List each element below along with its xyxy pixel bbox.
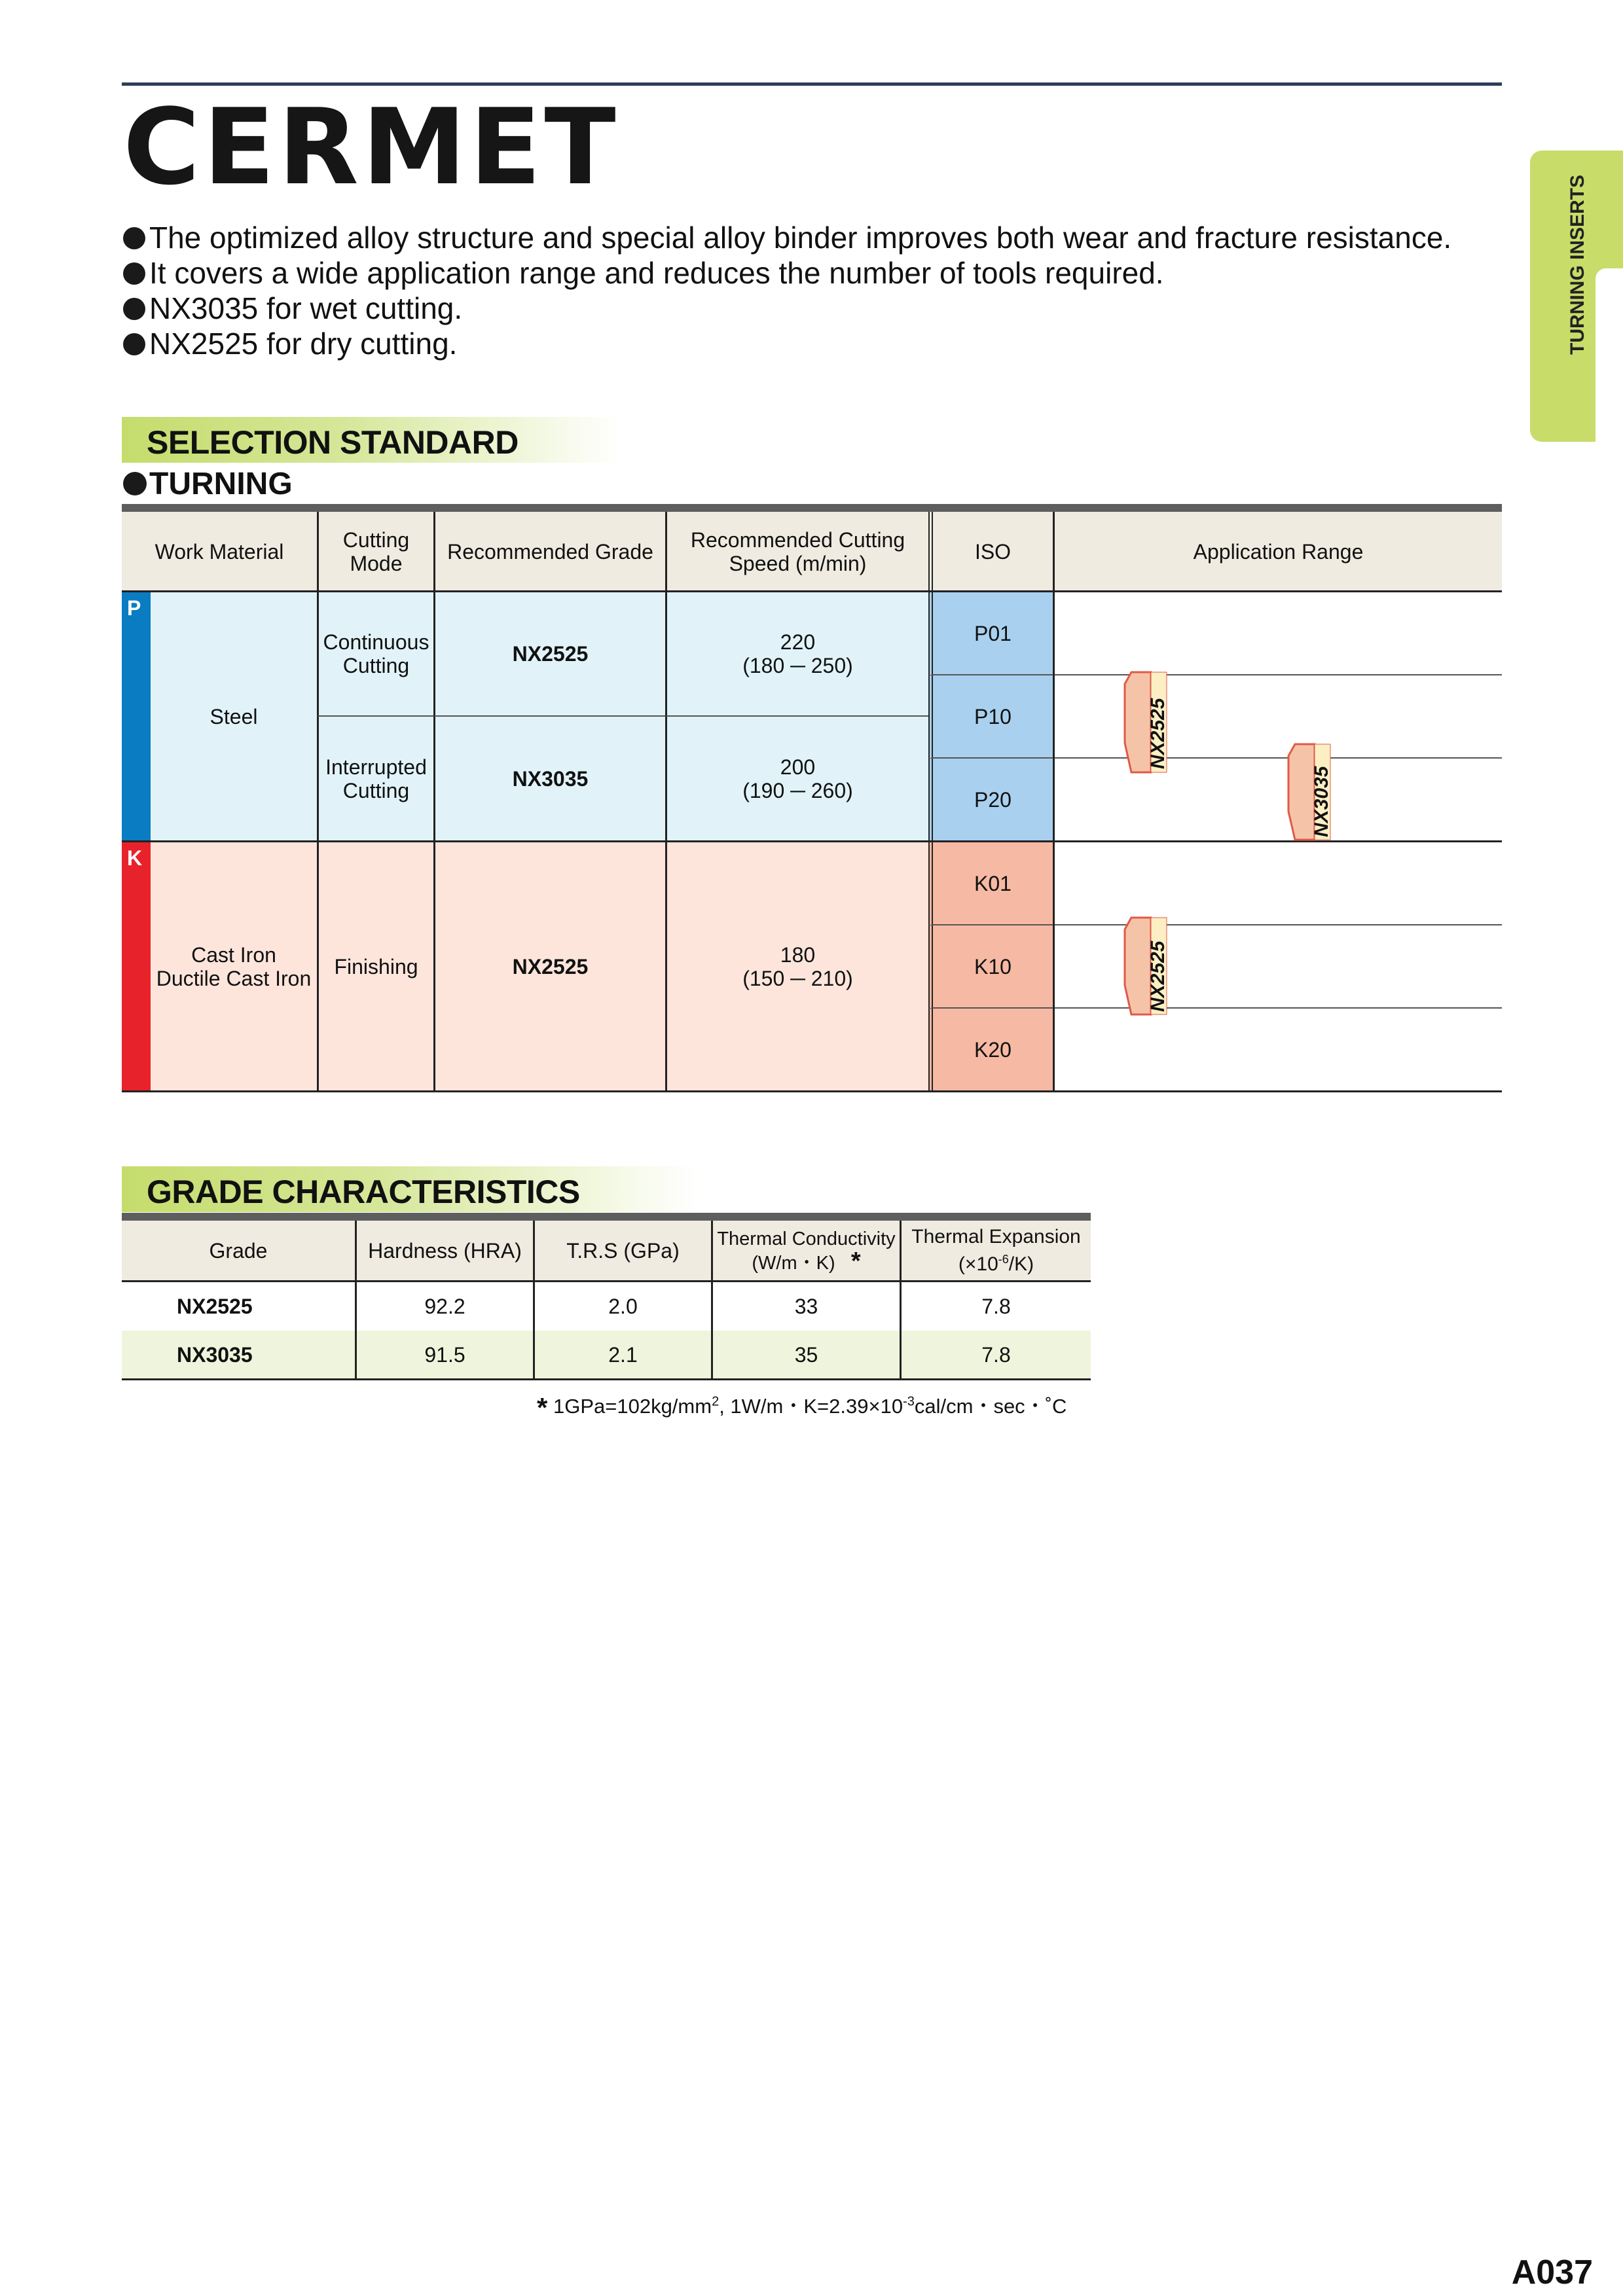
header-recommended-grade: Recommended Grade <box>433 512 665 592</box>
feature-item: NX3035 for wet cutting. <box>123 291 1451 326</box>
grade-nx2525: NX2525 <box>433 842 665 1091</box>
unit-footnote: * $1GPa=102kg/mm^2$, 1W/m・$K=2.39\times 10^{-3}cal/cm$・sec・˚C <box>537 1392 1067 1423</box>
cutting-mode-interrupted: Interrupted Cutting <box>317 717 433 841</box>
page-number: A037 <box>1511 2253 1593 2291</box>
header-work-material: Work Material <box>122 512 317 592</box>
work-material-cast-iron: Cast Iron Ductile Cast Iron <box>151 842 317 1091</box>
side-tab-label: TURNING INSERTS <box>1567 174 1588 355</box>
table-bottom-rule <box>122 1378 1091 1380</box>
group-p-marker: P <box>122 592 151 841</box>
header-thermal-expansion: Thermal Expansion $(\times 10^{-6}/K)$ <box>900 1221 1091 1281</box>
bullet-icon <box>123 298 145 320</box>
section-tab-turning-inserts[interactable] <box>1530 151 1623 442</box>
cell-thermal-expansion: 7.8 <box>900 1282 1091 1331</box>
iso-p10: P10 <box>928 675 1053 759</box>
feature-item: NX2525 for dry cutting. <box>123 326 1451 361</box>
bullet-icon <box>123 472 147 495</box>
range-marker-nx3035-p <box>1288 744 1332 840</box>
feature-list <box>123 220 1451 361</box>
selection-standard-heading: SELECTION STANDARD <box>122 417 619 463</box>
table-top-bar <box>122 504 1502 512</box>
bullet-icon <box>123 333 145 355</box>
cell-thermal-conductivity: 33 <box>711 1282 900 1331</box>
speed-continuous: 220 (180 ─ 250) <box>665 592 928 717</box>
bullet-icon <box>123 262 145 285</box>
cutting-mode-continuous: Continuous Cutting <box>317 592 433 717</box>
grade-nx2525: NX2525 <box>433 592 665 717</box>
tab-notch <box>1596 268 1623 442</box>
turning-subheading: TURNING <box>123 466 293 502</box>
table-row-grade: NX2525 <box>177 1295 253 1318</box>
header-cutting-speed: Recommended Cutting Speed (m/min) <box>665 512 928 592</box>
iso-p01: P01 <box>928 592 1053 675</box>
svg-text:NX2525: NX2525 <box>1147 698 1169 769</box>
application-range-markers <box>1053 592 1502 1091</box>
speed-finishing: 180 (150 ─ 210) <box>665 842 928 1091</box>
svg-text:NX3035: NX3035 <box>1311 766 1332 837</box>
range-marker-nx2525-k <box>1125 918 1169 1014</box>
grade-nx3035: NX3035 <box>433 717 665 841</box>
table-top-bar <box>122 1213 1091 1221</box>
cell-trs: 2.0 <box>533 1282 711 1331</box>
range-marker-nx2525-p <box>1125 672 1169 772</box>
work-material-steel: Steel <box>151 592 317 841</box>
header-cutting-mode: Cutting Mode <box>317 512 433 592</box>
header-application-range: Application Range <box>1053 512 1502 592</box>
speed-interrupted: 200 (190 ─ 260) <box>665 717 928 841</box>
group-k-marker: K <box>122 842 151 1091</box>
iso-k20: K20 <box>928 1009 1053 1091</box>
header-grade: Grade <box>122 1221 355 1281</box>
feature-item: It covers a wide application range and reduces the number of tools required. <box>123 255 1451 291</box>
iso-p20: P20 <box>928 759 1053 841</box>
bullet-icon <box>123 227 145 249</box>
iso-k01: K01 <box>928 842 1053 925</box>
feature-item: The optimized alloy structure and special alloy binder improves both wear and fracture resistance. <box>123 220 1451 255</box>
header-iso: ISO <box>928 512 1053 592</box>
cutting-mode-finishing: Finishing <box>317 842 433 1091</box>
header-trs: T.R.S (GPa) <box>533 1221 711 1281</box>
svg-text:NX2525: NX2525 <box>1147 941 1169 1012</box>
cell-hardness: 91.5 <box>355 1331 533 1379</box>
cell-thermal-conductivity: 35 <box>711 1331 900 1379</box>
header-thermal-conductivity: Thermal Conductivity (W/m・K) * <box>711 1221 900 1281</box>
header-hardness: Hardness (HRA) <box>355 1221 533 1281</box>
cell-trs: 2.1 <box>533 1331 711 1379</box>
grade-characteristics-heading: GRADE CHARACTERISTICS <box>122 1166 698 1212</box>
table-row-grade: NX3035 <box>122 1331 355 1379</box>
cell-hardness: 92.2 <box>355 1282 533 1331</box>
page-title: CERMET <box>123 86 619 208</box>
cell-thermal-expansion: 7.8 <box>900 1331 1091 1379</box>
iso-k10: K10 <box>928 925 1053 1009</box>
